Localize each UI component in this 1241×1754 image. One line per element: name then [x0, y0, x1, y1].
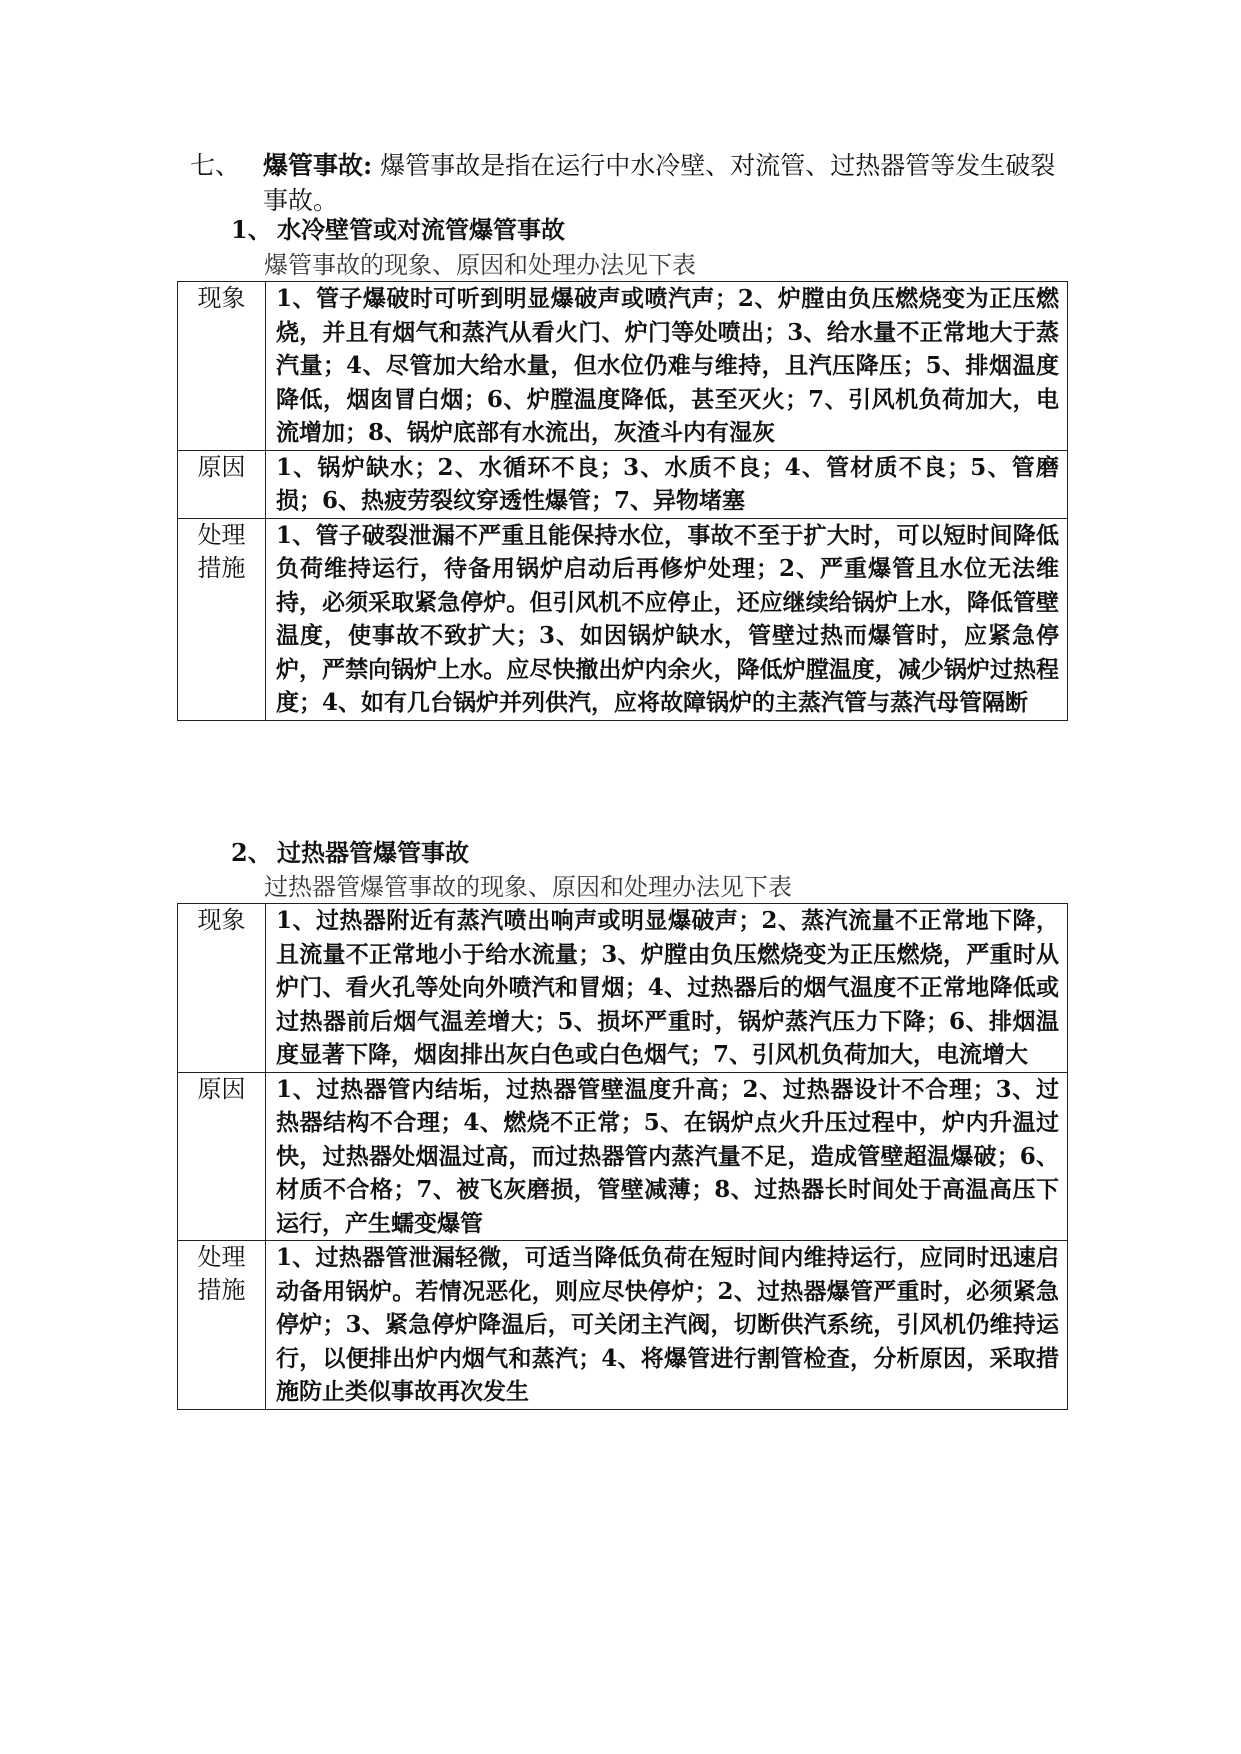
table-row — [178, 904, 1068, 1073]
subsection-2-table — [177, 903, 1068, 1410]
subsection-1-table — [177, 281, 1068, 721]
subsection-2-title: 过热器管爆管事故 — [277, 838, 469, 867]
table-row — [178, 518, 1068, 720]
subsection-1-heading — [231, 214, 565, 246]
table-row — [178, 282, 1068, 451]
row-content-measures: 1、过热器管泄漏轻微，可适当降低负荷在短时间内维持运行，应同时迅速启动备用锅炉。若情况恶化，则应尽快停炉；2、过热器爆管严重时，必须紧急停炉；3、紧急停炉降温后，可关闭主汽阀，切断供汽系统，引风机仍维持运行，以便排出炉内烟气和蒸汽；4、将爆管进行割管检查，分析原因，采取措施防止类似事故再次发生 — [266, 1241, 1068, 1410]
row-content-measures: 1、管子破裂泄漏不严重且能保持水位，事故不至于扩大时，可以短时间降低负荷维持运行，待备用锅炉启动后再修炉处理；2、严重爆管且水位无法维持，必须采取紧急停炉。但引风机不应停止，还应继续给锅炉上水，降低管壁温度，使事故不致扩大；3、如因锅炉缺水，管壁过热而爆管时，应紧急停炉，严禁向锅炉上水。应尽快撤出炉内余火，降低炉膛温度，减少锅炉过热程度；4、如有几台锅炉并列供汽，应将故障锅炉的主蒸汽管与蒸汽母管隔断 — [266, 518, 1068, 720]
row-label-cause: 原因 — [178, 450, 266, 518]
table-row — [178, 1072, 1068, 1241]
row-label-measures: 处理措施 — [178, 1241, 266, 1410]
subsection-1-title: 水冷壁管或对流管爆管事故 — [277, 215, 565, 244]
section-title-colon: : — [363, 151, 373, 180]
row-label-measures: 处理措施 — [178, 518, 266, 720]
subsection-2-heading — [231, 837, 469, 869]
row-label-phenomenon: 现象 — [178, 904, 266, 1073]
row-content-phenomenon: 1、过热器附近有蒸汽喷出响声或明显爆破声；2、蒸汽流量不正常地下降，且流量不正常地小于给水流量；3、炉膛由负压燃烧变为正压燃烧，严重时从炉门、看火孔等处向外喷汽和冒烟；4、过热器后的烟气温度不正常地降低或过热器前后烟气温差增大；5、损坏严重时，锅炉蒸汽压力下降；6、排烟温度显著下降，烟囱排出灰白色或白色烟气；7、引风机负荷加大，电流增大 — [266, 904, 1068, 1073]
row-content-phenomenon: 1、管子爆破时可听到明显爆破声或喷汽声；2、炉膛由负压燃烧变为正压燃烧，并且有烟气和蒸汽从看火门、炉门等处喷出；3、给水量不正常地大于蒸汽量；4、尽管加大给水量，但水位仍难与维持，且汽压降压；5、排烟温度降低，烟囱冒白烟；6、炉膛温度降低，甚至灭火；7、引风机负荷加大，电流增加；8、锅炉底部有水流出，灰渣斗内有湿灰 — [266, 282, 1068, 451]
table-row — [178, 450, 1068, 518]
section-description: 爆管事故是指在运行中水冷壁、对流管、过热器管等发生破裂事故。 — [263, 151, 1056, 215]
subsection-1-number: 1、 — [231, 215, 272, 244]
row-label-cause: 原因 — [178, 1072, 266, 1241]
row-content-cause: 1、锅炉缺水；2、水循环不良；3、水质不良；4、管材质不良；5、管磨损；6、热疲劳裂纹穿透性爆管；7、异物堵塞 — [266, 450, 1068, 518]
row-label-phenomenon: 现象 — [178, 282, 266, 451]
subsection-2-caption: 过热器管爆管事故的现象、原因和处理办法见下表 — [264, 873, 792, 901]
section-title: 爆管事故 — [263, 151, 364, 180]
subsection-1-caption: 爆管事故的现象、原因和处理办法见下表 — [264, 251, 696, 279]
section-number: 七、 — [190, 151, 241, 180]
section-intro — [263, 148, 1063, 218]
table-row — [178, 1241, 1068, 1410]
row-content-cause: 1、过热器管内结垢，过热器管壁温度升高；2、过热器设计不合理；3、过热器结构不合理；4、燃烧不正常；5、在锅炉点火升压过程中，炉内升温过快，过热器处烟温过高，而过热器管内蒸汽量不足，造成管壁超温爆破；6、材质不合格；7、被飞灰磨损，管壁减薄；8、过热器长时间处于高温高压下运行，产生蠕变爆管 — [266, 1072, 1068, 1241]
subsection-2-number: 2、 — [231, 838, 272, 867]
